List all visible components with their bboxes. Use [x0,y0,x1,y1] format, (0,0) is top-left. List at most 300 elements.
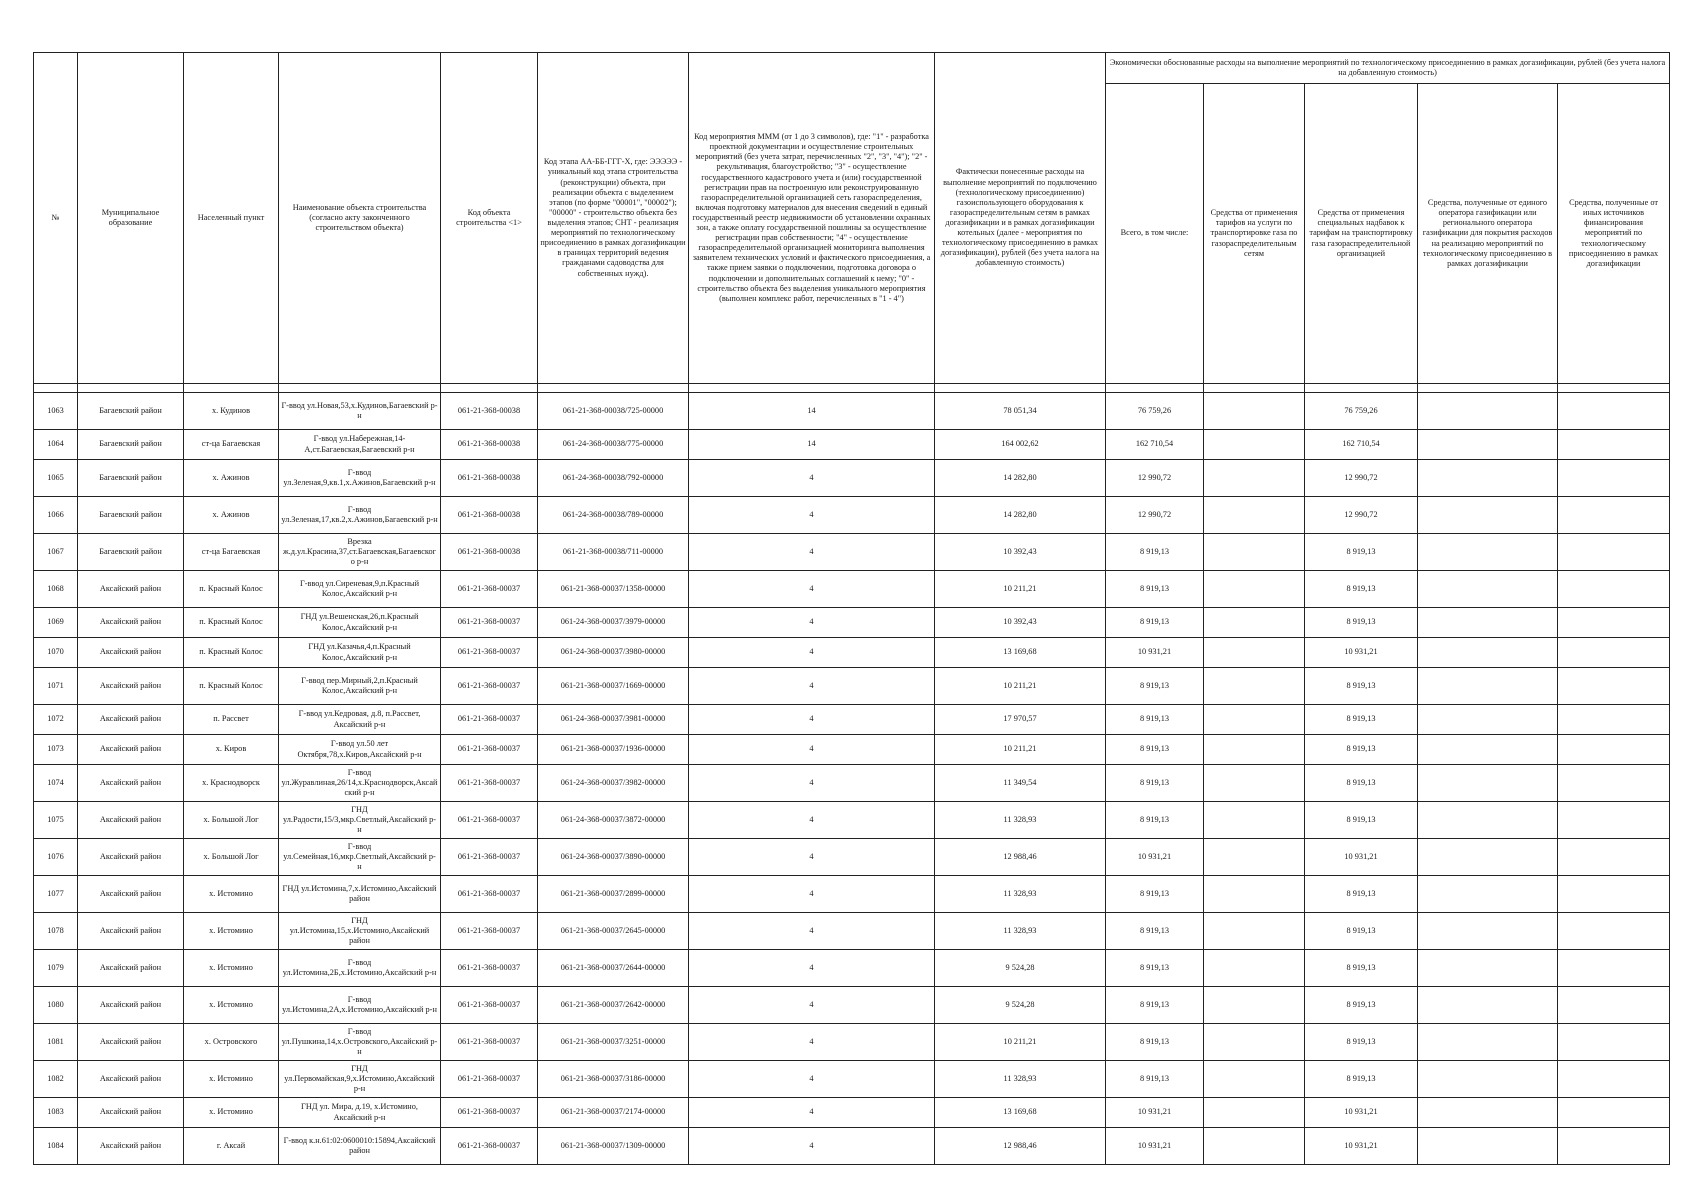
municipality-cell: Багаевский район [78,393,184,430]
object-code-cell: 061-21-368-00038 [441,393,538,430]
table-row [34,913,1670,950]
table-row [34,987,1670,1024]
row-number: 1076 [34,839,78,876]
operator-funds-cell [1418,705,1558,735]
object-name-cell: ГНД ул.Вешенская,26,п.Красный Колос,Аксайский р-н [279,608,441,638]
special-markup-cell: 8 919,13 [1305,668,1418,705]
operator-funds-cell [1418,534,1558,571]
total-cell: 8 919,13 [1106,705,1204,735]
row-number: 1079 [34,950,78,987]
special-markup-cell: 8 919,13 [1305,913,1418,950]
header-object-code: Код объекта строительства <1> [441,53,538,384]
object-name-cell: ГНД ул.Первомайская,9,х.Истомино,Аксайский р-н [279,1061,441,1098]
municipality-cell: Аксайский район [78,802,184,839]
municipality-cell: Аксайский район [78,1098,184,1128]
municipality-cell: Багаевский район [78,430,184,460]
stage-code-cell: 061-24-368-00037/3890-00000 [538,839,689,876]
tariff-costs-table [33,52,1670,1165]
special-markup-cell: 76 759,26 [1305,393,1418,430]
settlement-cell: х. Ажинов [184,497,279,534]
object-code-cell: 061-21-368-00037 [441,765,538,802]
settlement-cell: х. Большой Лог [184,802,279,839]
special-markup-cell: 162 710,54 [1305,430,1418,460]
transport-tariff-cell [1204,913,1305,950]
activity-code-cell: 4 [689,765,935,802]
object-name-cell: Г-ввод ул.Сиреневая,9,п.Красный Колос,Аксайский р-н [279,571,441,608]
table-row [34,668,1670,705]
header-group-title: Экономически обоснованные расходы на выполнение мероприятий по технологическому присоединению в рамках догазификации, рублей (без учета налога на добавленную стоимость) [1106,53,1670,84]
operator-funds-cell [1418,668,1558,705]
actual-costs-cell: 78 051,34 [935,393,1106,430]
settlement-cell: х. Истомино [184,950,279,987]
activity-code-cell: 4 [689,913,935,950]
municipality-cell: Аксайский район [78,705,184,735]
object-name-cell: ГНД ул.Радости,15/3,мкр.Светлый,Аксайский р-н [279,802,441,839]
total-cell: 162 710,54 [1106,430,1204,460]
table-row [34,1128,1670,1165]
municipality-cell: Аксайский район [78,638,184,668]
object-code-cell: 061-21-368-00037 [441,1128,538,1165]
actual-costs-cell: 11 328,93 [935,913,1106,950]
table-row [34,393,1670,430]
settlement-cell: п. Красный Колос [184,668,279,705]
object-name-cell: ГНД ул. Мира, д.19, х.Истомино, Аксайский р-н [279,1098,441,1128]
activity-code-cell: 14 [689,393,935,430]
table-row [34,1024,1670,1061]
municipality-cell: Багаевский район [78,497,184,534]
operator-funds-cell [1418,1061,1558,1098]
other-funds-cell [1558,608,1670,638]
other-funds-cell [1558,735,1670,765]
header-src-special-markup: Средства от применения специальных надбавок к тарифам на транспортировку газа газораспределительной организацией [1305,84,1418,384]
transport-tariff-cell [1204,534,1305,571]
stage-code-cell: 061-24-368-00037/3981-00000 [538,705,689,735]
actual-costs-cell: 10 392,43 [935,608,1106,638]
actual-costs-cell: 11 349,54 [935,765,1106,802]
actual-costs-cell: 12 988,46 [935,1128,1106,1165]
object-name-cell: Г-ввод ул.50 лет Октября,78,х.Киров,Аксайский р-н [279,735,441,765]
settlement-cell: х. Истомино [184,876,279,913]
table-row [34,735,1670,765]
transport-tariff-cell [1204,497,1305,534]
transport-tariff-cell [1204,987,1305,1024]
stage-code-cell: 061-24-368-00037/3982-00000 [538,765,689,802]
actual-costs-cell: 14 282,80 [935,497,1106,534]
settlement-cell: х. Большой Лог [184,839,279,876]
object-name-cell: Г-ввод ул.Зеленая,9,кв.1,х.Ажинов,Багаевский р-н [279,460,441,497]
table-row [34,430,1670,460]
object-code-cell: 061-21-368-00037 [441,638,538,668]
other-funds-cell [1558,638,1670,668]
row-number: 1077 [34,876,78,913]
actual-costs-cell: 10 211,21 [935,668,1106,705]
settlement-cell: х. Истомино [184,1098,279,1128]
actual-costs-cell: 10 392,43 [935,534,1106,571]
settlement-cell: ст-ца Багаевская [184,534,279,571]
table-row [34,765,1670,802]
actual-costs-cell: 11 328,93 [935,876,1106,913]
operator-funds-cell [1418,393,1558,430]
transport-tariff-cell [1204,1128,1305,1165]
other-funds-cell [1558,705,1670,735]
header-object-name: Наименование объекта строительства (согласно акту законченного строительством объекта) [279,53,441,384]
header-src-operator: Средства, полученные от единого оператора газификации или регионального оператора газификации для покрытия расходов на реализацию мероприятий по технологическому присоединению в рамках догазификации [1418,84,1558,384]
special-markup-cell: 8 919,13 [1305,534,1418,571]
activity-code-cell: 4 [689,638,935,668]
table-header [34,53,1670,384]
object-code-cell: 061-21-368-00037 [441,950,538,987]
object-code-cell: 061-21-368-00037 [441,668,538,705]
settlement-cell: х. Истомино [184,913,279,950]
stage-code-cell: 061-21-368-00038/711-00000 [538,534,689,571]
stage-code-cell: 061-21-368-00037/1936-00000 [538,735,689,765]
transport-tariff-cell [1204,839,1305,876]
special-markup-cell: 8 919,13 [1305,876,1418,913]
table-row [34,802,1670,839]
settlement-cell: х. Истомино [184,987,279,1024]
special-markup-cell: 8 919,13 [1305,705,1418,735]
stage-code-cell: 061-21-368-00037/2899-00000 [538,876,689,913]
activity-code-cell: 4 [689,1098,935,1128]
row-number: 1073 [34,735,78,765]
stage-code-cell: 061-21-368-00037/2644-00000 [538,950,689,987]
other-funds-cell [1558,1061,1670,1098]
header-municipality: Муниципальное образование [78,53,184,384]
table-row [34,876,1670,913]
total-cell: 10 931,21 [1106,839,1204,876]
header-total: Всего, в том числе: [1106,84,1204,384]
municipality-cell: Аксайский район [78,608,184,638]
row-number: 1067 [34,534,78,571]
row-number: 1075 [34,802,78,839]
stage-code-cell: 061-21-368-00038/725-00000 [538,393,689,430]
municipality-cell: Аксайский район [78,987,184,1024]
row-number: 1065 [34,460,78,497]
total-cell: 10 931,21 [1106,1098,1204,1128]
object-code-cell: 061-21-368-00038 [441,460,538,497]
object-name-cell: Г-ввод ул.Кедровая, д.8, п.Рассвет, Аксайский р-н [279,705,441,735]
transport-tariff-cell [1204,571,1305,608]
other-funds-cell [1558,1024,1670,1061]
municipality-cell: Аксайский район [78,839,184,876]
municipality-cell: Аксайский район [78,765,184,802]
settlement-cell: х. Киров [184,735,279,765]
special-markup-cell: 10 931,21 [1305,1128,1418,1165]
municipality-cell: Аксайский район [78,571,184,608]
transport-tariff-cell [1204,638,1305,668]
table-row [34,950,1670,987]
activity-code-cell: 4 [689,460,935,497]
stage-code-cell: 061-24-368-00037/3980-00000 [538,638,689,668]
object-name-cell: Г-ввод ул.Новая,53,х.Кудинов,Багаевский р-н [279,393,441,430]
stage-code-cell: 061-21-368-00037/3186-00000 [538,1061,689,1098]
transport-tariff-cell [1204,608,1305,638]
row-number: 1081 [34,1024,78,1061]
object-code-cell: 061-21-368-00037 [441,1024,538,1061]
table-row [34,705,1670,735]
total-cell: 10 931,21 [1106,1128,1204,1165]
object-code-cell: 061-21-368-00037 [441,839,538,876]
other-funds-cell [1558,1128,1670,1165]
object-name-cell: Г-ввод ул.Семейная,16,мкр.Светлый,Аксайский р-н [279,839,441,876]
special-markup-cell: 12 990,72 [1305,460,1418,497]
settlement-cell: п. Рассвет [184,705,279,735]
activity-code-cell: 4 [689,802,935,839]
special-markup-cell: 8 919,13 [1305,802,1418,839]
municipality-cell: Багаевский район [78,534,184,571]
special-markup-cell: 8 919,13 [1305,765,1418,802]
table-row [34,460,1670,497]
stage-code-cell: 061-24-368-00037/3872-00000 [538,802,689,839]
activity-code-cell: 4 [689,534,935,571]
municipality-cell: Аксайский район [78,735,184,765]
settlement-cell: п. Красный Колос [184,638,279,668]
other-funds-cell [1558,497,1670,534]
transport-tariff-cell [1204,735,1305,765]
operator-funds-cell [1418,735,1558,765]
special-markup-cell: 10 931,21 [1305,1098,1418,1128]
total-cell: 76 759,26 [1106,393,1204,430]
header-src-transport-tariff: Средства от применения тарифов на услуги по транспортировке газа по газораспределительным сетям [1204,84,1305,384]
operator-funds-cell [1418,950,1558,987]
header-stage-code: Код этапа АА-ББ-ГГГ-Х, где: ЭЭЭЭЭ - уникальный код этапа строительства (реконструкции) объекта, при реализации объекта с выделением этапов (по форме "00001", "00002"); "00000" - строительство объекта без выделения этапов; СНТ - реализация мероприятий по технологическому присоединению в рамках догазификации в границах территорий ведения гражданами садоводства для собственных нужд). [538,53,689,384]
table-row [34,1061,1670,1098]
row-number: 1084 [34,1128,78,1165]
object-name-cell: ГНД ул.Истомина,15,х.Истомино,Аксайский район [279,913,441,950]
actual-costs-cell: 17 970,57 [935,705,1106,735]
table-body [34,384,1670,1165]
settlement-cell: г. Аксай [184,1128,279,1165]
object-name-cell: ГНД ул.Истомина,7,х.Истомино,Аксайский район [279,876,441,913]
object-code-cell: 061-21-368-00037 [441,705,538,735]
municipality-cell: Аксайский район [78,913,184,950]
other-funds-cell [1558,987,1670,1024]
other-funds-cell [1558,571,1670,608]
actual-costs-cell: 9 524,28 [935,950,1106,987]
table-row [34,1098,1670,1128]
object-code-cell: 061-21-368-00037 [441,735,538,765]
operator-funds-cell [1418,802,1558,839]
object-name-cell: Г-ввод ул.Журавлиная,26/14,х.Краснодворск,Аксайский р-н [279,765,441,802]
total-cell: 8 919,13 [1106,913,1204,950]
total-cell: 8 919,13 [1106,950,1204,987]
special-markup-cell: 8 919,13 [1305,950,1418,987]
object-name-cell: Г-ввод ул.Зеленая,17,кв.2,х.Ажинов,Багаевский р-н [279,497,441,534]
total-cell: 12 990,72 [1106,497,1204,534]
object-name-cell: ГНД ул.Казачья,4,п.Красный Колос,Аксайский р-н [279,638,441,668]
stage-code-cell: 061-24-368-00038/792-00000 [538,460,689,497]
object-code-cell: 061-21-368-00038 [441,430,538,460]
operator-funds-cell [1418,1024,1558,1061]
other-funds-cell [1558,668,1670,705]
header-src-other: Средства, полученные от иных источников финансирования мероприятий по технологическому присоединению в рамках догазификации [1558,84,1670,384]
object-name-cell: Г-ввод ул.Истомина,2А,х.Истомино,Аксайский р-н [279,987,441,1024]
activity-code-cell: 4 [689,571,935,608]
settlement-cell: х. Краснодворск [184,765,279,802]
settlement-cell: х. Островского [184,1024,279,1061]
stage-code-cell: 061-24-368-00037/3979-00000 [538,608,689,638]
special-markup-cell: 8 919,13 [1305,1061,1418,1098]
other-funds-cell [1558,839,1670,876]
activity-code-cell: 4 [689,1061,935,1098]
municipality-cell: Аксайский район [78,950,184,987]
actual-costs-cell: 13 169,68 [935,638,1106,668]
stage-code-cell: 061-21-368-00037/2642-00000 [538,987,689,1024]
row-number: 1069 [34,608,78,638]
operator-funds-cell [1418,913,1558,950]
row-number: 1063 [34,393,78,430]
object-name-cell: Г-ввод ул.Истомина,2Б,х.Истомино,Аксайский р-н [279,950,441,987]
operator-funds-cell [1418,1128,1558,1165]
transport-tariff-cell [1204,393,1305,430]
special-markup-cell: 8 919,13 [1305,987,1418,1024]
total-cell: 8 919,13 [1106,668,1204,705]
total-cell: 8 919,13 [1106,876,1204,913]
object-code-cell: 061-21-368-00038 [441,497,538,534]
settlement-cell: ст-ца Багаевская [184,430,279,460]
other-funds-cell [1558,913,1670,950]
actual-costs-cell: 13 169,68 [935,1098,1106,1128]
transport-tariff-cell [1204,668,1305,705]
total-cell: 8 919,13 [1106,1061,1204,1098]
row-number: 1080 [34,987,78,1024]
activity-code-cell: 14 [689,430,935,460]
stage-code-cell: 061-21-368-00037/2174-00000 [538,1098,689,1128]
object-name-cell: Г-ввод ул.Пушкина,14,х.Островского,Аксайский р-н [279,1024,441,1061]
operator-funds-cell [1418,497,1558,534]
total-cell: 8 919,13 [1106,534,1204,571]
object-code-cell: 061-21-368-00037 [441,987,538,1024]
operator-funds-cell [1418,608,1558,638]
special-markup-cell: 8 919,13 [1305,571,1418,608]
municipality-cell: Аксайский район [78,668,184,705]
stage-code-cell: 061-21-368-00037/3251-00000 [538,1024,689,1061]
table-row [34,839,1670,876]
activity-code-cell: 4 [689,1128,935,1165]
activity-code-cell: 4 [689,839,935,876]
stage-code-cell: 061-24-368-00038/775-00000 [538,430,689,460]
row-number: 1070 [34,638,78,668]
operator-funds-cell [1418,430,1558,460]
actual-costs-cell: 164 002,62 [935,430,1106,460]
activity-code-cell: 4 [689,735,935,765]
table-row [34,608,1670,638]
municipality-cell: Багаевский район [78,460,184,497]
special-markup-cell: 10 931,21 [1305,839,1418,876]
row-number: 1068 [34,571,78,608]
operator-funds-cell [1418,1098,1558,1128]
operator-funds-cell [1418,987,1558,1024]
transport-tariff-cell [1204,1098,1305,1128]
transport-tariff-cell [1204,430,1305,460]
total-cell: 12 990,72 [1106,460,1204,497]
activity-code-cell: 4 [689,497,935,534]
activity-code-cell: 4 [689,1024,935,1061]
header-spacer-row [34,384,1670,393]
row-number: 1066 [34,497,78,534]
operator-funds-cell [1418,876,1558,913]
activity-code-cell: 4 [689,668,935,705]
object-code-cell: 061-21-368-00037 [441,1098,538,1128]
row-number: 1082 [34,1061,78,1098]
municipality-cell: Аксайский район [78,876,184,913]
stage-code-cell: 061-24-368-00038/789-00000 [538,497,689,534]
object-code-cell: 061-21-368-00037 [441,608,538,638]
settlement-cell: х. Истомино [184,1061,279,1098]
operator-funds-cell [1418,839,1558,876]
settlement-cell: х. Ажинов [184,460,279,497]
header-no: № [34,53,78,384]
activity-code-cell: 4 [689,608,935,638]
row-number: 1074 [34,765,78,802]
activity-code-cell: 4 [689,705,935,735]
table-row [34,497,1670,534]
transport-tariff-cell [1204,460,1305,497]
total-cell: 8 919,13 [1106,735,1204,765]
operator-funds-cell [1418,638,1558,668]
table-row [34,638,1670,668]
transport-tariff-cell [1204,876,1305,913]
object-code-cell: 061-21-368-00037 [441,876,538,913]
actual-costs-cell: 10 211,21 [935,1024,1106,1061]
actual-costs-cell: 11 328,93 [935,1061,1106,1098]
transport-tariff-cell [1204,705,1305,735]
object-code-cell: 061-21-368-00037 [441,802,538,839]
operator-funds-cell [1418,460,1558,497]
municipality-cell: Аксайский район [78,1061,184,1098]
header-actual-costs: Фактически понесенные расходы на выполнение мероприятий по подключению (технологическому присоединению) газоиспользующего оборудования к газораспределительным сетям в рамках догазификации и в рамках догазификации котельных (далее - мероприятия по технологическому присоединению в рамках догазификации), рублей (без учета налога на добавленную стоимость) [935,53,1106,384]
object-name-cell: Врезка ж.д.ул.Красина,37,ст.Багаевская,Багаевского р-н [279,534,441,571]
special-markup-cell: 8 919,13 [1305,1024,1418,1061]
row-number: 1071 [34,668,78,705]
other-funds-cell [1558,950,1670,987]
actual-costs-cell: 9 524,28 [935,987,1106,1024]
stage-code-cell: 061-21-368-00037/1669-00000 [538,668,689,705]
other-funds-cell [1558,534,1670,571]
other-funds-cell [1558,876,1670,913]
object-code-cell: 061-21-368-00038 [441,534,538,571]
special-markup-cell: 8 919,13 [1305,608,1418,638]
object-code-cell: 061-21-368-00037 [441,913,538,950]
object-name-cell: Г-ввод к.н.61:02:0600010:15894,Аксайский район [279,1128,441,1165]
actual-costs-cell: 10 211,21 [935,735,1106,765]
special-markup-cell: 10 931,21 [1305,638,1418,668]
settlement-cell: х. Кудинов [184,393,279,430]
other-funds-cell [1558,765,1670,802]
object-code-cell: 061-21-368-00037 [441,1061,538,1098]
stage-code-cell: 061-21-368-00037/1358-00000 [538,571,689,608]
total-cell: 8 919,13 [1106,802,1204,839]
actual-costs-cell: 12 988,46 [935,839,1106,876]
total-cell: 8 919,13 [1106,1024,1204,1061]
total-cell: 8 919,13 [1106,987,1204,1024]
header-activity-code: Код мероприятия МММ (от 1 до 3 символов), где: "1" - разработка проектной документации и осуществление строительных мероприятий (без учета затрат, перечисленных "2", "3", "4"); "2" - рекультивация, благоустройство; "3" - осуществление государственного кадастрового учета и (или) государственной регистрации прав на построенную или реконструированную газораспределительной организацией сеть газораспределения, включая подготовку материалов для внесения сведений в единый государственный реестр недвижимости об установлении охранных зон, а также оплату государственной пошлины за осуществление регистрации прав собственности; "4" - осуществление газораспределительной организацией мониторинга выполнения заявителем технических условий и фактического присоединения, а также прием заявки о подключении, подготовка договора о подключении и дополнительных соглашений к нему; "0" - строительство объекта без выделения уникального мероприятия (выполнен комплекс работ, перечисленных в "1 - 4") [689,53,935,384]
actual-costs-cell: 11 328,93 [935,802,1106,839]
row-number: 1064 [34,430,78,460]
operator-funds-cell [1418,765,1558,802]
total-cell: 8 919,13 [1106,765,1204,802]
transport-tariff-cell [1204,765,1305,802]
stage-code-cell: 061-21-368-00037/1309-00000 [538,1128,689,1165]
other-funds-cell [1558,393,1670,430]
other-funds-cell [1558,1098,1670,1128]
stage-code-cell: 061-21-368-00037/2645-00000 [538,913,689,950]
municipality-cell: Аксайский район [78,1024,184,1061]
activity-code-cell: 4 [689,876,935,913]
total-cell: 8 919,13 [1106,571,1204,608]
table-row [34,571,1670,608]
total-cell: 10 931,21 [1106,638,1204,668]
